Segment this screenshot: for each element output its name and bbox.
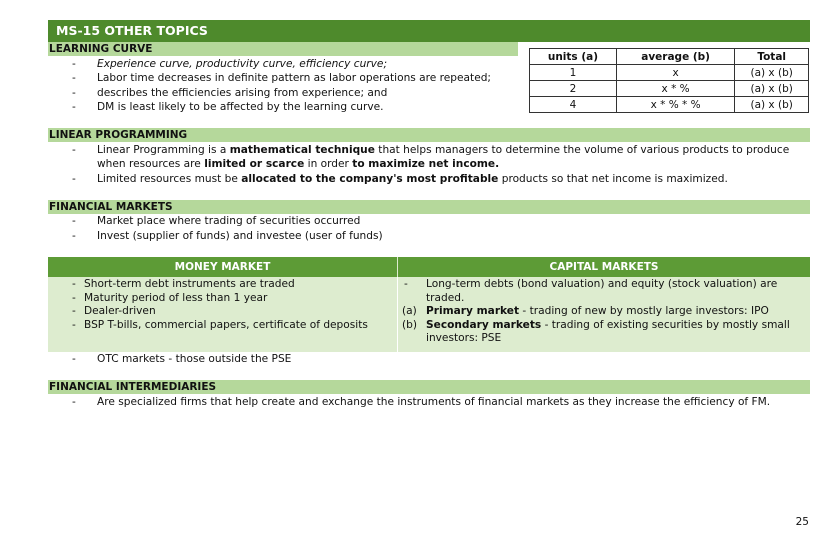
list-item-continuation: when resources are limited or scarce in order to maximize net income. <box>97 158 500 171</box>
table-cell: 4 <box>530 97 617 113</box>
capital-markets-header: CAPITAL MARKETS <box>398 257 810 277</box>
list-item: describes the efficiencies arising from experience; and <box>97 86 388 99</box>
markets-comparison-table <box>48 257 810 352</box>
table-row <box>530 81 809 97</box>
bullet-dash: - <box>404 278 408 290</box>
financial-markets-list <box>0 214 828 244</box>
table-cell: x <box>616 65 734 81</box>
bullet-dash: - <box>72 72 76 85</box>
list-item: Invest (supplier of funds) and investee (user of funds) <box>97 229 383 242</box>
list-item: Are specialized firms that help create and exchange the instruments of financial markets as they increase the efficiency of FM. <box>97 396 771 408</box>
list-item: Short-term debt instruments are traded <box>84 278 295 290</box>
page-title: MS-15 OTHER TOPICS <box>48 20 810 42</box>
column-header: average (b) <box>616 49 734 65</box>
list-item: BSP T-bills, commercial papers, certificate of deposits <box>84 318 368 331</box>
bullet-dash: - <box>72 278 76 290</box>
column-divider <box>397 277 398 352</box>
financial-intermediaries-list <box>0 395 828 410</box>
list-item: OTC markets - those outside the PSE <box>97 353 292 365</box>
bullet-dash: - <box>72 305 76 317</box>
list-item: Market place where trading of securities occurred <box>97 215 361 227</box>
list-item: Linear Programming is a mathematical technique that helps managers to determine the volume of various products to produce <box>97 144 790 156</box>
otc-markets-list <box>0 352 828 367</box>
table-cell: (a) x (b) <box>735 81 809 97</box>
section-heading-linear-programming: LINEAR PROGRAMMING <box>48 128 810 142</box>
table-cell: (a) x (b) <box>735 65 809 81</box>
list-item: Primary market - trading of new by mostly large investors: IPO <box>426 305 769 317</box>
learning-curve-list <box>0 57 528 117</box>
list-item: Limited resources must be allocated to the company's most profitable products so that net income is maximized. <box>97 172 728 185</box>
linear-programming-list <box>0 143 828 188</box>
bullet-dash: - <box>72 86 76 99</box>
list-label: (b) <box>402 318 417 331</box>
list-item: DM is least likely to be affected by the learning curve. <box>97 100 384 113</box>
list-item: Dealer-driven <box>84 305 156 317</box>
bullet-dash: - <box>72 353 76 365</box>
bullet-dash: - <box>72 291 76 304</box>
list-item: Long-term debts (bond valuation) and equity (stock valuation) are <box>426 278 778 290</box>
section-heading-learning-curve: LEARNING CURVE <box>48 42 518 56</box>
table-cell: (a) x (b) <box>735 97 809 113</box>
column-header: units (a) <box>530 49 617 65</box>
bullet-dash: - <box>72 172 76 185</box>
list-item: Experience curve, productivity curve, efficiency curve; <box>97 58 388 70</box>
bullet-dash: - <box>72 215 76 227</box>
bullet-dash: - <box>72 396 76 408</box>
learning-curve-table <box>529 48 809 113</box>
list-item: Secondary markets - trading of existing securities by mostly small <box>426 318 790 331</box>
table-row <box>530 97 809 113</box>
table-cell: x * % * % <box>616 97 734 113</box>
list-label: (a) <box>402 305 417 317</box>
section-heading-financial-intermediaries: FINANCIAL INTERMEDIARIES <box>48 380 810 394</box>
page-number: 25 <box>795 516 809 528</box>
list-item: Maturity period of less than 1 year <box>84 291 268 304</box>
bullet-dash: - <box>72 100 76 113</box>
list-item: Labor time decreases in definite pattern as labor operations are repeated; <box>97 72 492 85</box>
bullet-dash: - <box>72 144 76 156</box>
table-cell: 1 <box>530 65 617 81</box>
list-item-continuation: investors: PSE <box>426 332 502 344</box>
table-row <box>530 65 809 81</box>
bullet-dash: - <box>72 229 76 242</box>
table-header-row <box>530 49 809 65</box>
column-header: Total <box>735 49 809 65</box>
bullet-dash: - <box>72 318 76 331</box>
money-market-header: MONEY MARKET <box>48 257 397 277</box>
bullet-dash: - <box>72 58 76 70</box>
section-heading-financial-markets: FINANCIAL MARKETS <box>48 200 810 214</box>
table-cell: 2 <box>530 81 617 97</box>
table-cell: x * % <box>616 81 734 97</box>
list-item-continuation: traded. <box>426 291 465 304</box>
